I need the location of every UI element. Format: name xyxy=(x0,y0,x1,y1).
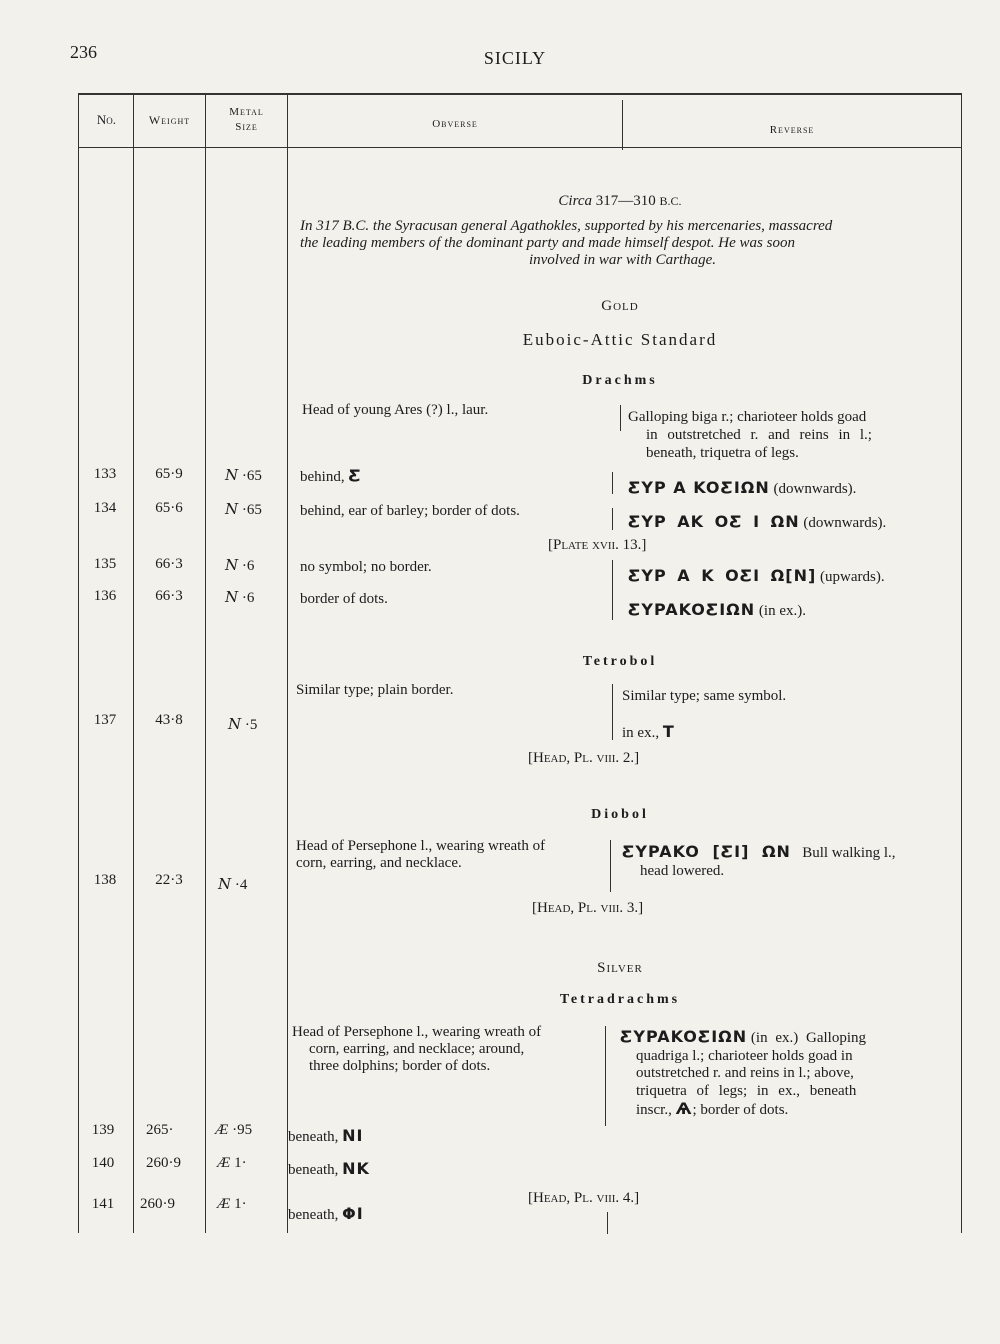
row-metal xyxy=(218,875,247,894)
col-divider-weight xyxy=(205,93,206,1233)
row-no: 140 xyxy=(91,1155,115,1171)
table-row xyxy=(0,588,1000,610)
date-range: 317—310 xyxy=(595,193,656,209)
size-value: ·5 xyxy=(244,717,258,733)
row-obverse xyxy=(288,1126,363,1146)
obverse-symbol: ΦI xyxy=(342,1204,364,1223)
denomination-tetradrachms: Tetradrachms xyxy=(559,992,681,1007)
reverse-note: (upwards). xyxy=(820,569,885,585)
right-border xyxy=(961,93,962,1233)
tetrobol-obverse: Similar type; plain border. xyxy=(296,682,454,698)
obverse-text: behind, xyxy=(300,469,345,485)
row-obverse: border of dots. xyxy=(300,591,388,607)
table-row xyxy=(0,1155,600,1177)
metal-symbol: Æ xyxy=(217,1196,231,1212)
ref-text: [Head, Pl. viii. 4.] xyxy=(528,1190,640,1206)
row-metal xyxy=(217,1155,247,1172)
size-value: 1· xyxy=(234,1196,247,1212)
drachms-reverse-line-3: beneath, triquetra of legs. xyxy=(646,445,799,461)
row-weight: 66·3 xyxy=(155,588,183,604)
diobol-obverse xyxy=(296,838,545,872)
ref-text: [Head, Pl. viii. 3.] xyxy=(532,900,644,916)
size-value: ·6 xyxy=(241,558,255,574)
table-row xyxy=(0,712,290,734)
reverse-text: Bull walking l., xyxy=(802,845,896,861)
row-no: 138 xyxy=(93,872,117,888)
metal-symbol: Æ xyxy=(215,1122,229,1138)
diobol-reverse-line-1 xyxy=(622,843,896,862)
historical-intro xyxy=(300,218,945,269)
row-weight: 22·3 xyxy=(155,872,183,888)
tetradrachms-obverse-line-2: corn, earring, and necklace; around, xyxy=(309,1041,525,1057)
row-weight: 265· xyxy=(146,1122,174,1138)
row-no: 135 xyxy=(93,556,117,572)
table-top-rule xyxy=(78,93,962,95)
row-obverse xyxy=(288,1159,370,1179)
row-no: 137 xyxy=(93,712,117,728)
metal-symbol: 𝑁 xyxy=(225,468,239,484)
diobol-obverse-line-1: Head of Persephone l., wearing wreath of xyxy=(296,838,546,854)
row-metal xyxy=(228,715,257,734)
metal-symbol: 𝑁 xyxy=(225,502,239,518)
reverse-legend: ƸYPAKOƸIΩN xyxy=(620,1027,748,1046)
diobol-reference xyxy=(532,900,643,917)
obverse-text: beneath, xyxy=(288,1129,339,1145)
plate-reference xyxy=(548,537,646,554)
left-border xyxy=(78,93,79,1233)
row-weight: 260·9 xyxy=(140,1196,175,1212)
drachms-obverse-type: Head of young Ares (?) l., laur. xyxy=(302,402,489,418)
row-weight: 65·9 xyxy=(155,466,183,482)
reverse-note: (downwards). xyxy=(803,515,887,531)
metal-heading-gold: Gold xyxy=(601,298,639,314)
tetradrachms-reverse-line-2: quadriga l.; charioteer holds goad in xyxy=(636,1047,853,1064)
reverse-legend: ƸYPAKO [ƸI] ΩN xyxy=(622,842,791,861)
metal-symbol: 𝑁 xyxy=(218,877,232,893)
metal-symbol: 𝑁 xyxy=(225,590,239,606)
reverse-text: in ex., xyxy=(622,725,660,741)
row-weight: 65·6 xyxy=(155,500,183,516)
size-value: ·65 xyxy=(241,502,262,518)
col-divider-no xyxy=(133,93,134,1233)
size-value: ·95 xyxy=(232,1122,253,1138)
diobol-reverse-line-2: head lowered. xyxy=(640,863,725,879)
column-header-size: Size xyxy=(235,121,258,133)
intro-line-3: involved in war with Carthage. xyxy=(528,252,717,268)
table-row xyxy=(0,1196,600,1223)
row-no: 133 xyxy=(93,466,117,482)
table-row xyxy=(0,872,290,894)
diobol-reverse xyxy=(622,843,896,880)
row-metal xyxy=(225,500,262,519)
drachms-reverse-line-1: Galloping biga r.; charioteer holds goad xyxy=(628,409,867,425)
tetrobol-reverse-line-1: Similar type; same symbol. xyxy=(622,688,787,704)
column-header-weight: Weight xyxy=(148,113,191,127)
denomination-tetrobol: Tetrobol xyxy=(582,654,658,669)
reverse-legend: ƸYP A KOƸIΩN xyxy=(628,478,770,497)
tetradrachms-reverse-line-4: triquetra of legs; in ex., beneath xyxy=(636,1082,857,1099)
metal-symbol: Æ xyxy=(217,1155,231,1171)
col-divider-metal xyxy=(287,93,288,1233)
reverse-symbol: Ѧ xyxy=(675,1099,693,1118)
tetradrachms-obverse-line-1: Head of Persephone l., wearing wreath of xyxy=(292,1024,542,1040)
row-metal xyxy=(225,588,254,607)
ref-text: [Head, Pl. viii. 2.] xyxy=(528,750,640,766)
reverse-note: (downwards). xyxy=(773,481,857,497)
tetradrachms-reverse-line-5 xyxy=(620,1100,866,1120)
tetradrachms-reverse-line-3: outstretched r. and reins in l.; above, xyxy=(636,1065,854,1081)
metal-heading-silver: Silver xyxy=(597,960,643,976)
standard-heading: Euboic-Attic Standard xyxy=(522,330,718,349)
row-metal xyxy=(225,556,254,575)
row-obverse: behind, ear of barley; border of dots. xyxy=(300,503,520,519)
row-metal xyxy=(217,1196,247,1213)
size-value: ·65 xyxy=(241,468,262,484)
date-prefix: Circa xyxy=(558,193,593,209)
metal-symbol: 𝑁 xyxy=(225,558,239,574)
row-no: 136 xyxy=(93,588,117,604)
running-head: SICILY xyxy=(483,48,547,68)
row-no: 134 xyxy=(93,500,117,516)
metal-symbol: 𝑁 xyxy=(228,717,242,733)
period-date xyxy=(300,193,940,210)
drachms-reverse-type xyxy=(628,408,872,462)
tetradrachms-obverse xyxy=(292,1024,600,1075)
reverse-legend: ƸYP AK OƸ I ΩN xyxy=(628,512,800,531)
size-value: ·6 xyxy=(241,590,255,606)
header-bottom-rule xyxy=(78,147,962,148)
drachms-reverse-line-2: in outstretched r. and reins in l.; xyxy=(646,427,872,443)
intro-line-2: the leading members of the dominant party and made himself despot. He was soon xyxy=(300,235,795,251)
page-number: 236 xyxy=(70,42,97,62)
size-value: ·4 xyxy=(234,877,248,893)
date-suffix: B.C. xyxy=(659,194,682,208)
tetrobol-reverse-rule xyxy=(612,684,613,740)
row-135-reverse xyxy=(628,566,885,586)
column-header-obverse: Obverse xyxy=(432,118,478,130)
diobol-reverse-rule xyxy=(610,840,611,892)
tetrobol-reverse-line-2 xyxy=(622,722,675,742)
row-no: 139 xyxy=(91,1122,115,1138)
tetradrachms-reverse xyxy=(620,1028,866,1120)
row-weight: 260·9 xyxy=(146,1155,181,1171)
row-134-reverse-rule xyxy=(612,508,613,530)
tetradrachms-reference xyxy=(528,1190,639,1207)
column-header-reverse: Reverse xyxy=(769,124,815,136)
obverse-text: beneath, xyxy=(288,1162,339,1178)
tetradrachms-reverse-rule xyxy=(605,1026,606,1126)
intro-line-1: In 317 B.C. the Syracusan general Agathokles, supported by his mercenaries, massacred xyxy=(300,218,833,234)
obverse-symbol: Ƹ xyxy=(348,466,362,485)
table-row xyxy=(0,1122,600,1144)
row-obverse xyxy=(300,466,362,486)
row-133-reverse xyxy=(628,478,856,498)
diobol-obverse-line-2: corn, earring, and necklace. xyxy=(296,855,462,871)
column-header-metal: Metal xyxy=(229,106,264,118)
row-metal xyxy=(225,466,262,485)
plate-ref-text: [Plate xvii. 13.] xyxy=(548,537,647,553)
tetradrachms-tail-rule xyxy=(607,1212,608,1234)
obverse-symbol: NK xyxy=(342,1159,370,1178)
reverse-symbol: T xyxy=(662,722,675,741)
row-weight: 66·3 xyxy=(155,556,183,572)
row-133-reverse-rule xyxy=(612,472,613,494)
row-no: 141 xyxy=(91,1196,115,1212)
drachms-reverse-rule xyxy=(620,405,621,431)
obverse-symbol: NI xyxy=(342,1126,364,1145)
row-weight: 43·8 xyxy=(155,712,183,728)
row-134-reverse xyxy=(628,512,886,532)
reverse-note: (in ex.). xyxy=(758,603,806,619)
reverse-text: inscr., xyxy=(636,1102,672,1118)
row-obverse xyxy=(288,1204,364,1224)
reverse-legend: ƸYP A K OƸI Ω[N] xyxy=(628,566,817,585)
obverse-text: beneath, xyxy=(288,1207,339,1223)
column-header-no: No. xyxy=(96,112,117,127)
size-value: 1· xyxy=(234,1155,247,1171)
tetradrachms-reverse-line-1 xyxy=(620,1028,866,1048)
tetradrachms-obverse-line-3: three dolphins; border of dots. xyxy=(309,1058,491,1074)
reverse-text: ; border of dots. xyxy=(692,1102,789,1118)
row-136-reverse xyxy=(628,600,806,620)
denomination-drachms: Drachms xyxy=(582,373,658,388)
denomination-diobol: Diobol xyxy=(591,807,649,822)
row-metal xyxy=(215,1122,252,1139)
reverse-text: (in ex.) Galloping xyxy=(750,1030,866,1046)
tetrobol-reference xyxy=(528,750,639,767)
reverse-legend: ƸYPAKOƸIΩN xyxy=(628,600,756,619)
row-obverse: no symbol; no border. xyxy=(300,559,432,575)
